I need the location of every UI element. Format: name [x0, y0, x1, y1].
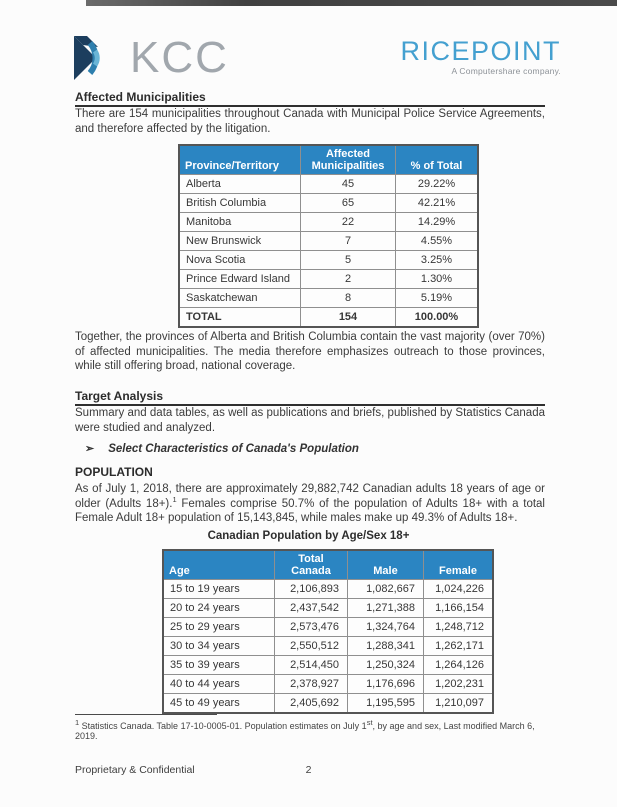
table-cell: 5.19%: [396, 289, 479, 308]
table-cell: 42.21%: [396, 194, 479, 213]
table-row: [179, 270, 478, 289]
table-cell: 1,082,667: [348, 580, 424, 599]
heading-population: POPULATION: [75, 465, 153, 479]
table-cell: 1,195,595: [348, 694, 424, 714]
table-row: [179, 232, 478, 251]
table-cell: 29.22%: [396, 175, 479, 194]
ricepoint-tagline: A Computershare company.: [451, 66, 561, 76]
arrow-bullet-icon: ➢: [85, 443, 95, 455]
table-cell: 3.25%: [396, 251, 479, 270]
table-cell: 1,324,764: [348, 618, 424, 637]
table-cell: 2,573,476: [275, 618, 348, 637]
table-row: [163, 599, 493, 618]
table-row: [163, 637, 493, 656]
kcc-logo: [74, 33, 229, 82]
municipalities-table: [178, 144, 479, 328]
ricepoint-logo: [400, 37, 561, 76]
footnote-ordinal: st: [366, 718, 373, 727]
table-cell: Manitoba: [179, 213, 301, 232]
scan-edge-artifact: [86, 0, 617, 6]
table-cell: 1,210,097: [424, 694, 494, 714]
population-table-header: [163, 550, 493, 580]
table-header-row: [179, 145, 478, 175]
table-cell: 45: [301, 175, 396, 194]
kcc-logo-mark: [74, 36, 120, 80]
footnote-reference: 1: [172, 494, 177, 504]
population-text: As of July 1, 2018, there are approximately 29,882,742 Canadian adults 18 years of age or older (Adults 18+).: [75, 483, 545, 510]
table-cell: 1,024,226: [424, 580, 494, 599]
table-cell: 2,378,927: [275, 675, 348, 694]
table-row: [179, 213, 478, 232]
table-cell: 15 to 19 years: [163, 580, 275, 599]
footnote-text: , by age and sex, Last modified March 6, 2019.: [75, 721, 535, 741]
table-cell: 8: [301, 289, 396, 308]
table-cell: 1.30%: [396, 270, 479, 289]
table-cell: 25 to 29 years: [163, 618, 275, 637]
table-cell: 20 to 24 years: [163, 599, 275, 618]
table-cell: TOTAL: [179, 308, 301, 328]
table-cell: 14.29%: [396, 213, 479, 232]
table-row: [179, 289, 478, 308]
table-cell: 1,262,171: [424, 637, 494, 656]
table-row: [163, 675, 493, 694]
footnote: [75, 718, 555, 741]
table-cell: 22: [301, 213, 396, 232]
col-header-age: Age: [163, 550, 275, 580]
table-row: [163, 618, 493, 637]
table-cell: 7: [301, 232, 396, 251]
table-row: [163, 656, 493, 675]
table-cell: 65: [301, 194, 396, 213]
table-cell: Alberta: [179, 175, 301, 194]
table-cell: 1,264,126: [424, 656, 494, 675]
footnote-marker: 1: [75, 718, 80, 727]
col-header-affected-municipalities: Affected Municipalities: [301, 145, 396, 175]
table-cell: Nova Scotia: [179, 251, 301, 270]
table-cell: British Columbia: [179, 194, 301, 213]
table-cell: 1,288,341: [348, 637, 424, 656]
col-header-province: Province/Territory: [179, 145, 301, 175]
table-row: [179, 175, 478, 194]
table-cell: 40 to 44 years: [163, 675, 275, 694]
footnote-separator: [75, 714, 217, 715]
table-cell: 30 to 34 years: [163, 637, 275, 656]
table-cell: 45 to 49 years: [163, 694, 275, 714]
section-heading-target-analysis: Target Analysis: [75, 389, 545, 406]
table-header-row: [163, 550, 493, 580]
table-cell: 2,550,512: [275, 637, 348, 656]
footnote-text: Statistics Canada. Table 17-10-0005-01. Population estimates on July 1: [79, 721, 367, 731]
subsection-select-characteristics: [85, 442, 545, 455]
col-header-male: Male: [348, 550, 424, 580]
section-heading-affected-municipalities: Affected Municipalities: [75, 90, 545, 107]
table-row: [179, 251, 478, 270]
table-cell: 1,250,324: [348, 656, 424, 675]
table-cell: 100.00%: [396, 308, 479, 328]
footer-confidential-label: Proprietary & Confidential: [75, 764, 195, 776]
table-cell: New Brunswick: [179, 232, 301, 251]
col-header-female: Female: [424, 550, 494, 580]
paragraph-population: [75, 482, 545, 526]
table-cell: Prince Edward Island: [179, 270, 301, 289]
table-row: [179, 194, 478, 213]
table-cell: 1,202,231: [424, 675, 494, 694]
table-cell: 2,106,893: [275, 580, 348, 599]
footer-page-number: 2: [305, 764, 312, 776]
population-table: [162, 549, 494, 714]
table-cell: 1,271,388: [348, 599, 424, 618]
paragraph-affected-intro: There are 154 municipalities throughout Canada with Municipal Police Service Agreements, and therefore affected by the litigation.: [75, 108, 545, 135]
paragraph-target-analysis: Summary and data tables, as well as publications and briefs, published by Statistics Canada were studied and analyzed.: [75, 407, 545, 434]
table-total-row: [179, 308, 478, 328]
table-cell: 1,166,154: [424, 599, 494, 618]
population-text: Females comprise 50.7% of the population of Adults 18+ with a total Female Adult 18+ population of 15,143,845, while males make up 49.3% of Adults 18+.: [75, 497, 545, 524]
table-row: [163, 694, 493, 714]
subsection-label: Select Characteristics of Canada's Population: [108, 443, 359, 455]
ricepoint-logo-text: RICEPOINT: [400, 36, 561, 66]
population-table-title: Canadian Population by Age/Sex 18+: [207, 530, 410, 542]
table-cell: 4.55%: [396, 232, 479, 251]
table-cell: 154: [301, 308, 396, 328]
table-cell: 1,176,696: [348, 675, 424, 694]
table-cell: 2,405,692: [275, 694, 348, 714]
table-cell: 2,514,450: [275, 656, 348, 675]
table-cell: 2: [301, 270, 396, 289]
table-row: [163, 580, 493, 599]
col-header-pct-total: % of Total: [396, 145, 479, 175]
table-cell: 1,248,712: [424, 618, 494, 637]
col-header-total-canada: Total Canada: [275, 550, 348, 580]
kcc-logo-text: KCC: [130, 33, 229, 82]
table-cell: Saskatchewan: [179, 289, 301, 308]
paragraph-affected-summary: Together, the provinces of Alberta and British Columbia contain the vast majority (over 70%) of affected municipalities. The media therefore emphasizes outreach to those provinces, while still offering broad, national coverage.: [75, 331, 545, 372]
table-cell: 2,437,542: [275, 599, 348, 618]
table-cell: 35 to 39 years: [163, 656, 275, 675]
table-cell: 5: [301, 251, 396, 270]
municipalities-table-header: [179, 145, 478, 175]
